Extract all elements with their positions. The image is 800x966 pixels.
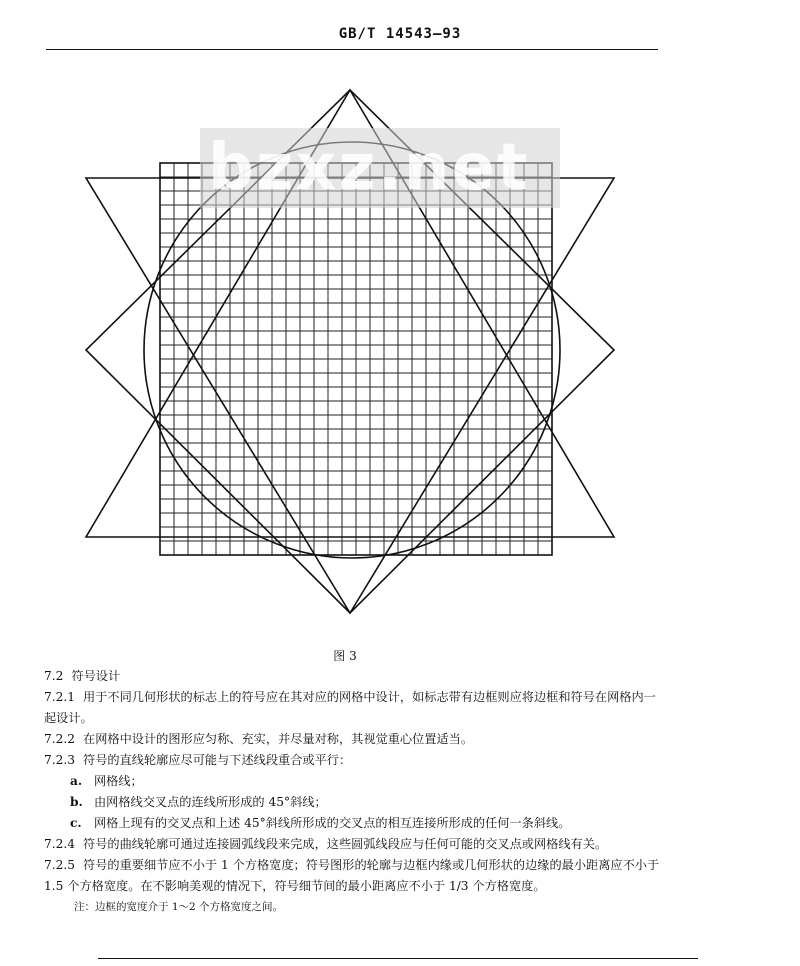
clause-7-2-3: 7.2.3 符号的直线轮廓应尽可能与下述线段重合或平行： [44, 753, 352, 767]
clause-7-2-5: 7.2.5 符号的重要细节应不小于 1 个方格宽度；符号图形的轮廓与边框内缘或几何形状的边缘的最小距离应不小于 1.5 个方格宽度。在不影响美观的情况下，符号细节间的最小距离应不小于 1/3 个方格宽度。 [44, 858, 660, 893]
list-item-a: a. 网格线； [70, 774, 143, 788]
standard-code-header: GB/T 14543—93 [338, 26, 462, 42]
watermark [200, 128, 560, 208]
footer-rule [98, 958, 698, 959]
list-item-c: c. 网格上现有的交叉点和上述 45°斜线所形成的交叉点的相互连接所形成的任何一条斜线。 [70, 816, 571, 830]
clause-7-2-4: 7.2.4 符号的曲线轮廓可通过连接圆弧线段来完成，这些圆弧线段应与任何可能的交叉点或网格线有关。 [44, 837, 608, 851]
list-item-b: b. 由网格线交叉点的连线所形成的 45°斜线； [70, 795, 327, 809]
section-heading-7-2: 7.2 符号设计 [44, 669, 121, 683]
downward-triangle [86, 178, 614, 613]
clause-7-2-1: 7.2.1 用于不同几何形状的标志上的符号应在其对应的网格中设计，如标志带有边框则应将边框和符号在网格内一起设计。 [44, 690, 656, 725]
watermark-text: bzxz.net [208, 131, 530, 205]
section-text [44, 666, 664, 917]
figure-caption: 图 3 [333, 649, 357, 663]
note: 注：边框的宽度介于 1～2 个方格宽度之间。 [74, 901, 284, 913]
clause-7-2-2: 7.2.2 在网格中设计的图形应匀称、充实，并尽量对称，其视觉重心位置适当。 [44, 732, 474, 746]
grid-lines [160, 163, 552, 555]
